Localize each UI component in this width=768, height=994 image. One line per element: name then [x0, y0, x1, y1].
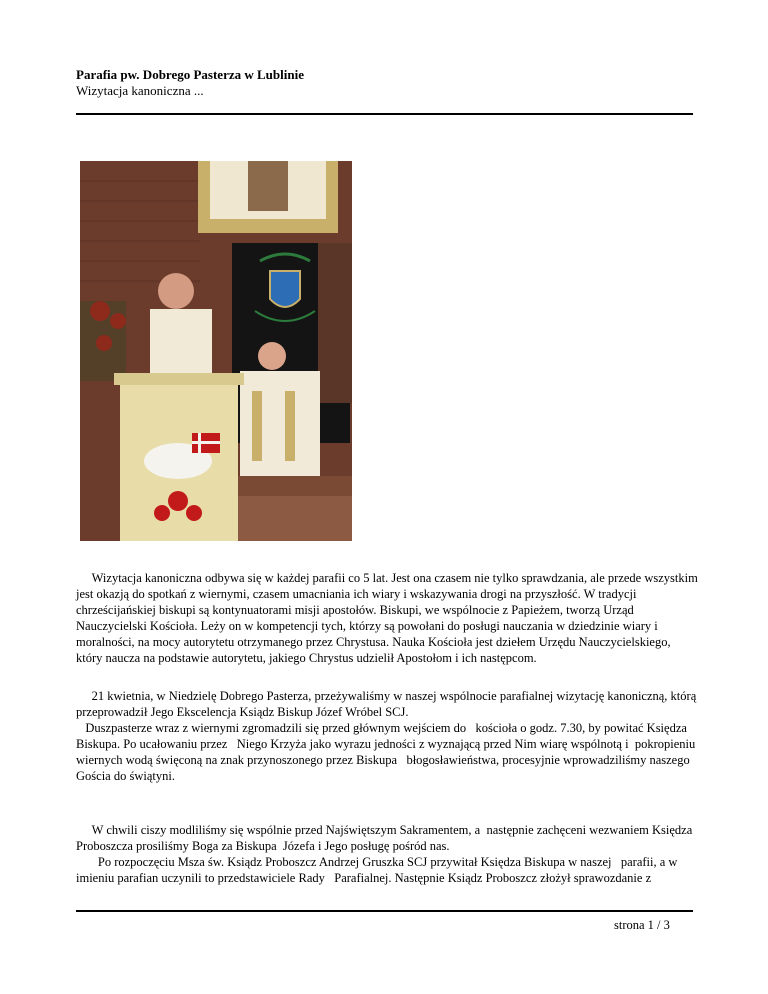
paragraph-mass: [76, 822, 698, 886]
paragraph-2b: Duszpasterze wraz z wiernymi zgromadzili się przed głównym wejściem do kościoła o godz. 7.30, by powitać Księdza Biskupa. Po ucałowaniu przez Niego Krzyża jako wyrazu jedności z wyznającą przed Nim wiarę wspólnotą i pokropieniu wiernych wodą święconą na znak przynoszonego przez Biskupa błogosławieństwa, procesyjnie wprowadziliśmy naszego Gościa do świątyni.: [76, 721, 699, 783]
paragraph-intro: [76, 570, 701, 666]
header-divider: [76, 113, 693, 115]
paragraph-2a: 21 kwietnia, w Niedzielę Dobrego Pasterza, przeżywaliśmy w naszej wspólnocie parafialnej wizytację kanoniczną, którą przeprowadził Jego Ekscelencja Ksiądz Biskup Józef Wróbel SCJ.: [76, 689, 700, 719]
liturgy-photo: [80, 161, 352, 541]
paragraph-3b: Po rozpoczęciu Msza św. Ksiądz Proboszcz Andrzej Gruszka SCJ przywitał Księdza Biskupa w naszej parafii, a w imieniu parafian uczynili to przedstawiciele Rady Parafialnej. Następnie Ksiądz Proboszcz złożył sprawozdanie z: [76, 855, 681, 885]
paragraph-visit: [76, 688, 698, 784]
paragraph-1: Wizytacja kanoniczna odbywa się w każdej parafii co 5 lat. Jest ona czasem nie tylko sprawdzania, ale przede wszystkim jest okazją do spotkań z wiernymi, czasem umacniania ich wiary i wskazywania drogi na przyszłość. W tradycji chrześcijańskiej biskupi są kontynuatorami misji apostołów. Biskupi, we wspólnocie z Papieżem, tworzą Urząd Nauczycielski Kościoła. Leży on w kompetencji tych, którzy są powołani do posługi nauczania w dziedzinie wiary i moralności, na mocy autorytetu otrzymanego przez Chrystusa. Nauka Kościoła jest dziełem Urzędu Nauczycielskiego, który naucza na podstawie autorytetu, jakiego Chrystus udzielił Apostołom i ich następcom.: [76, 571, 701, 665]
paragraph-3a: W chwili ciszy modliliśmy się wspólnie przed Najświętszym Sakramentem, a następnie zachęceni wezwaniem Księdza Proboszcza prosiliśmy Boga za Biskupa Józefa i Jego posługę pośród nas.: [76, 823, 696, 853]
photo-liturgy-icon: [80, 161, 352, 541]
page-title: Parafia pw. Dobrego Pasterza w Lublinie: [76, 67, 304, 82]
page-subtitle: Wizytacja kanoniczna ...: [76, 83, 204, 98]
page-number: strona 1 / 3: [614, 918, 670, 932]
footer-divider: [76, 910, 693, 912]
